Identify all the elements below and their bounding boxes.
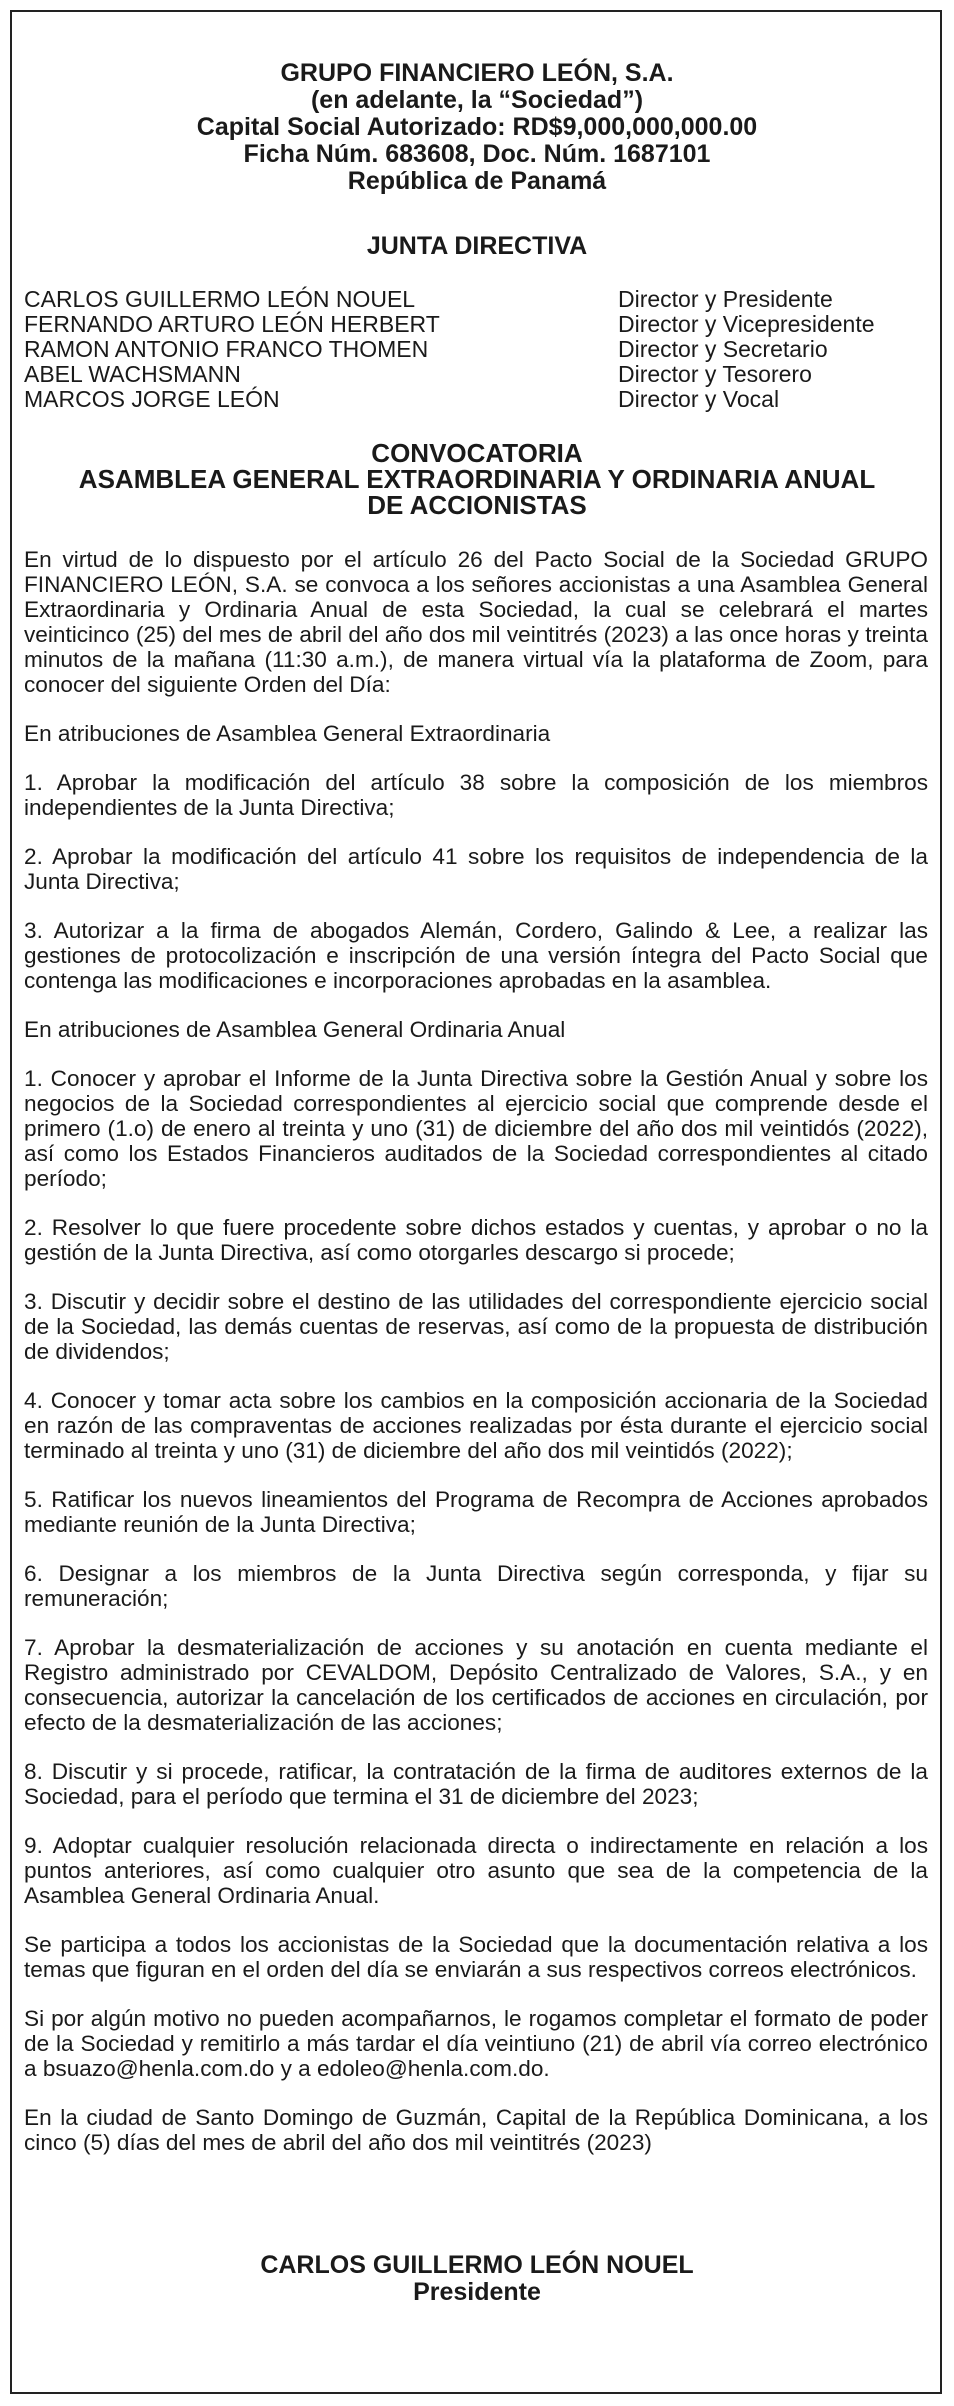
company-header bbox=[40, 60, 914, 195]
signature-block bbox=[40, 2252, 914, 2306]
signatory-name: CARLOS GUILLERMO LEÓN NOUEL bbox=[260, 2251, 694, 2279]
notice-body bbox=[24, 547, 928, 2155]
agenda-item: 1. Aprobar la modificación del artículo 38 sobre la composición de los miembros independientes de la Junta Directiva; bbox=[24, 770, 928, 820]
place-date-paragraph: En la ciudad de Santo Domingo de Guzmán, Capital de la República Dominicana, a los cinco (5) días del mes de abril del año dos mil veintitrés (2023) bbox=[24, 2105, 928, 2155]
company-name: GRUPO FINANCIERO LEÓN, S.A. bbox=[280, 59, 674, 87]
agenda-item: 2. Aprobar la modificación del artículo 41 sobre los requisitos de independencia de la Junta Directiva; bbox=[24, 844, 928, 894]
agenda-item: 3. Autorizar a la firma de abogados Alemán, Cordero, Galindo & Lee, a realizar las gestiones de protocolización e inscripción de una versión íntegra del Pacto Social que contenga las modificaciones e incorporaciones aprobadas en la asamblea. bbox=[24, 918, 928, 993]
convocatoria-line: DE ACCIONISTAS bbox=[367, 490, 587, 520]
convocatoria-line: ASAMBLEA GENERAL EXTRAORDINARIA Y ORDINARIA ANUAL bbox=[78, 464, 876, 494]
agenda-item: 6. Designar a los miembros de la Junta Directiva según corresponda, y fijar su remuneración; bbox=[24, 1561, 928, 1611]
agenda-item: 9. Adoptar cualquier resolución relacionada directa o indirectamente en relación a los puntos anteriores, así como cualquier otro asunto que sea de la competencia de la Asamblea General Ordinaria Anual. bbox=[24, 1833, 928, 1908]
documentation-paragraph: Se participa a todos los accionistas de la Sociedad que la documentación relativa a los temas que figuran en el orden del día se enviarán a sus respectivos correos electrónicos. bbox=[24, 1932, 928, 1982]
board-member-row bbox=[24, 362, 924, 387]
signatory-title: Presidente bbox=[413, 2278, 541, 2306]
board-member-role: Director y Vocal bbox=[618, 386, 780, 412]
authorized-capital: Capital Social Autorizado: RD$9,000,000,000.00 bbox=[196, 113, 758, 141]
agenda-item: 2. Resolver lo que fuere procedente sobre dichos estados y cuentas, y aprobar o no la gestión de la Junta Directiva, así como otorgarles descargo si procede; bbox=[24, 1215, 928, 1265]
board-member-row bbox=[24, 387, 924, 412]
agenda-item: 1. Conocer y aprobar el Informe de la Junta Directiva sobre la Gestión Anual y sobre los negocios de la Sociedad correspondientes al ejercicio social que comprende desde el primero (1.o) de enero al treinta y uno (31) de diciembre del año dos mil veintidós (2022), así como los Estados Financieros auditados de la Sociedad correspondientes al citado período; bbox=[24, 1066, 928, 1191]
ordinary-heading: En atribuciones de Asamblea General Ordinaria Anual bbox=[24, 1017, 566, 1042]
proxy-paragraph: Si por algún motivo no pueden acompañarnos, le rogamos completar el formato de poder de la Sociedad y remitirlo a más tardar el día veintiuno (21) de abril vía correo electrónico a bsuazo@henla.com.do y a edoleo@henla.com.do. bbox=[24, 2006, 928, 2081]
agenda-item: 7. Aprobar la desmaterialización de acciones y su anotación en cuenta mediante el Registro administrado por CEVALDOM, Depósito Centralizado de Valores, S.A., y en consecuencia, autorizar la cancelación de los certificados de acciones en circulación, por efecto de la desmaterialización de las acciones; bbox=[24, 1635, 928, 1735]
agenda-item: 8. Discutir y si procede, ratificar, la contratación de la firma de auditores externos de la Sociedad, para el período que termina el 31 de diciembre del 2023; bbox=[24, 1759, 928, 1809]
board-member-role: Director y Secretario bbox=[618, 336, 828, 362]
country: República de Panamá bbox=[347, 167, 607, 195]
agenda-item: 3. Discutir y decidir sobre el destino de las utilidades del correspondiente ejercicio social de la Sociedad, las demás cuentas de reservas, así como de la propuesta de distribución de dividendos; bbox=[24, 1289, 928, 1364]
board-member-role: Director y Vicepresidente bbox=[618, 311, 875, 337]
board-member-name: RAMON ANTONIO FRANCO THOMEN bbox=[24, 336, 429, 362]
agenda-item: 4. Conocer y tomar acta sobre los cambios en la composición accionaria de la Sociedad en razón de las compraventas de acciones realizadas por ésta durante el ejercicio social terminado al treinta y uno (31) de diciembre del año dos mil veintidós (2022); bbox=[24, 1388, 928, 1463]
board-member-name: MARCOS JORGE LEÓN bbox=[24, 386, 280, 412]
board-member-role: Director y Presidente bbox=[618, 286, 833, 312]
board-member-name: FERNANDO ARTURO LEÓN HERBERT bbox=[24, 311, 440, 337]
board-member-name: CARLOS GUILLERMO LEÓN NOUEL bbox=[24, 286, 416, 312]
company-alias: (en adelante, la “Sociedad”) bbox=[310, 86, 644, 114]
board-member-name: ABEL WACHSMANN bbox=[24, 361, 241, 387]
board-member-row bbox=[24, 337, 924, 362]
registration-number: Ficha Núm. 683608, Doc. Núm. 1687101 bbox=[243, 140, 711, 168]
convocatoria-line: CONVOCATORIA bbox=[371, 438, 583, 468]
board-member-row bbox=[24, 312, 924, 337]
board-member-role: Director y Tesorero bbox=[618, 361, 812, 387]
extraordinary-heading: En atribuciones de Asamblea General Extraordinaria bbox=[24, 721, 551, 746]
agenda-item: 5. Ratificar los nuevos lineamientos del Programa de Recompra de Acciones aprobados mediante reunión de la Junta Directiva; bbox=[24, 1487, 928, 1537]
board-member-row bbox=[24, 287, 924, 312]
convocatoria-title bbox=[24, 440, 930, 518]
board-members-list bbox=[24, 287, 924, 412]
board-title: JUNTA DIRECTIVA bbox=[366, 232, 588, 260]
intro-paragraph: En virtud de lo dispuesto por el artículo 26 del Pacto Social de la Sociedad GRUPO FINANCIERO LEÓN, S.A. se convoca a los señores accionistas a una Asamblea General Extraordinaria y Ordinaria Anual de esta Sociedad, la cual se celebrará el martes veinticinco (25) del mes de abril del año dos mil veintitrés (2023) a las once horas y treinta minutos de la mañana (11:30 a.m.), de manera virtual vía la plataforma de Zoom, para conocer del siguiente Orden del Día: bbox=[24, 547, 928, 697]
